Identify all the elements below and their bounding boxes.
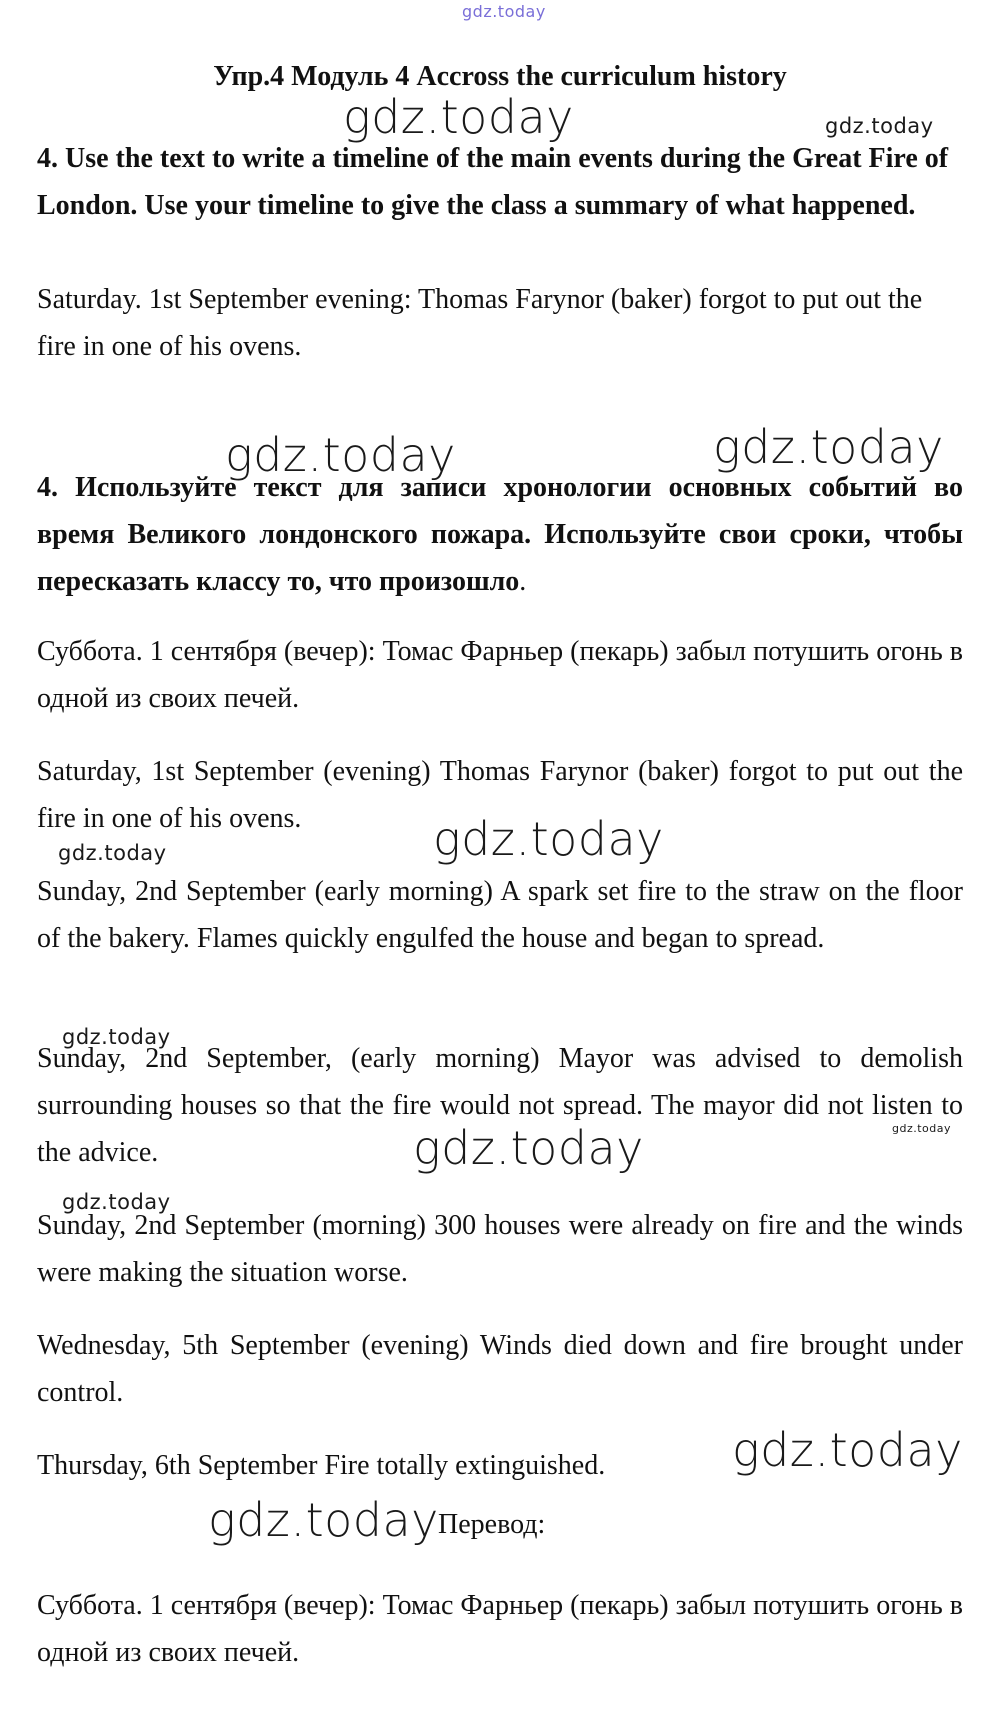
watermark: gdz.today — [413, 1121, 644, 1175]
watermark: gdz.today — [343, 90, 574, 144]
watermark: gdz.today — [433, 812, 664, 866]
watermark: gdz.today — [62, 1025, 171, 1049]
timeline-entry: Wednesday, 5th September (evening) Winds died down and fire brought under control. — [37, 1330, 963, 1408]
translation-label: Перевод: — [438, 1509, 546, 1540]
timeline-entry: Sunday, 2nd September (early morning) A spark set fire to the straw on the floor of the bakery. Flames quickly engulfed the house and began to spread. — [37, 876, 963, 954]
timeline-entry: Sunday, 2nd September, (early morning) Mayor was advised to demolish surrounding houses so that the fire would not spread. The mayor did not listen to the advice. — [37, 1043, 963, 1168]
answer-english-intro: Saturday. 1st September evening: Thomas Farynor (baker) forgot to put out the fire in one of his ovens. — [37, 284, 923, 362]
answer-russian-intro: Суббота. 1 сентября (вечер): Томас Фарньер (пекарь) забыл потушить огонь в одной из своих печей. — [37, 636, 963, 714]
watermark: gdz.today — [713, 420, 944, 474]
task-english: 4. Use the text to write a timeline of the main events during the Great Fire of London. Use your timeline to give the class a summary of what happened. — [37, 143, 949, 221]
watermark: gdz.today — [892, 1122, 952, 1135]
watermark: gdz.today — [825, 114, 934, 138]
timeline-entry: Thursday, 6th September Fire totally extinguished. — [37, 1450, 606, 1481]
translation-entry: Суббота. 1 сентября (вечер): Томас Фарньер (пекарь) забыл потушить огонь в одной из своих печей. — [37, 1590, 963, 1668]
watermark: gdz.today — [58, 841, 167, 865]
watermark: gdz.today — [62, 1190, 171, 1214]
page-title: Упр.4 Модуль 4 Accross the curriculum history — [213, 61, 787, 92]
task-russian — [37, 464, 963, 605]
task-russian-text: 4. Используйте текст для записи хронологии основных событий во время Великого лондонского пожара. Используйте свои сроки, чтобы пересказать классу то, что произошло — [37, 472, 963, 597]
watermark: gdz.today — [225, 428, 456, 482]
timeline-entry: Saturday, 1st September (evening) Thomas Farynor (baker) forgot to put out the fire in one of his ovens. — [37, 756, 963, 834]
watermark-top[interactable]: gdz.today — [462, 2, 546, 21]
watermark: gdz.today — [208, 1493, 439, 1547]
watermark: gdz.today — [732, 1423, 963, 1477]
task-russian-period: . — [519, 566, 527, 597]
timeline-entry: Sunday, 2nd September (morning) 300 houses were already on fire and the winds were making the situation worse. — [37, 1210, 963, 1288]
